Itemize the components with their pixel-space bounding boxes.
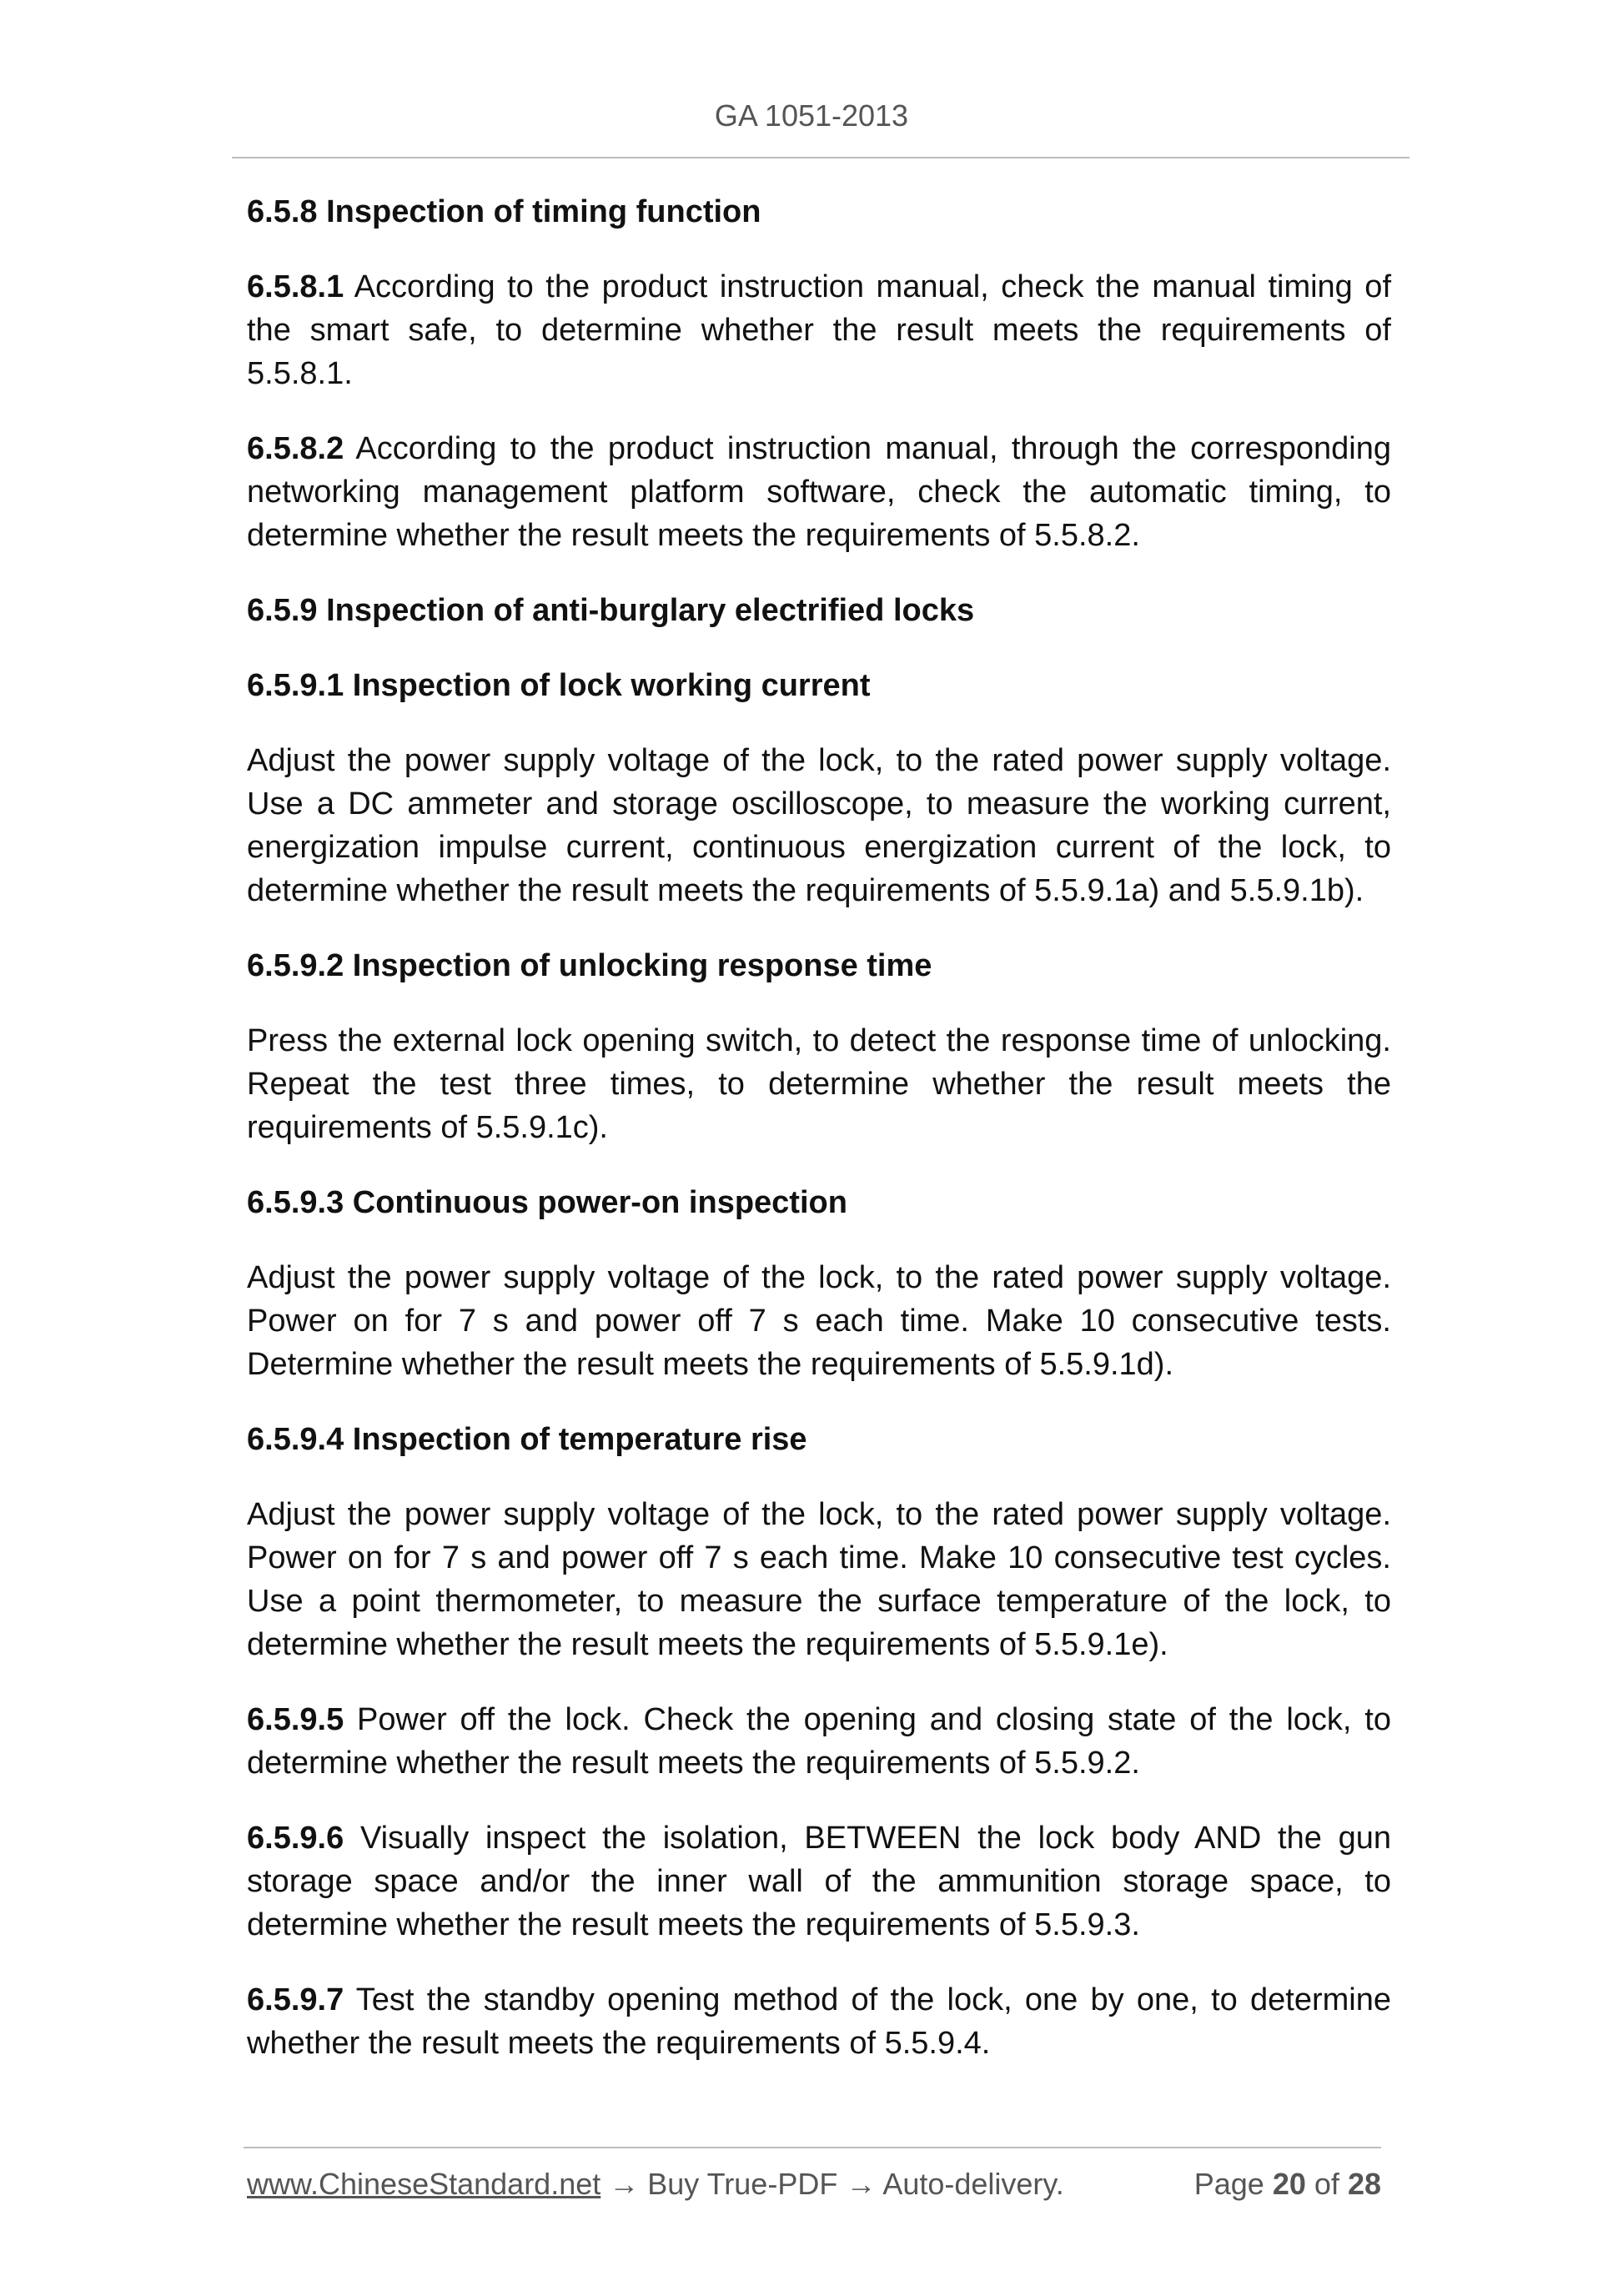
section-heading-6-5-9: 6.5.9 Inspection of anti-burglary electrified locks [247,593,975,628]
clause-6-5-8-2 [247,427,1391,557]
clause-number: 6.5.9.6 [247,1821,344,1856]
website-link[interactable]: www.ChineseStandard.net [247,2167,601,2201]
clause-text: Visually inspect the isolation, BETWEEN the lock body AND the gun storage space and/or the inner wall of the ammunition storage space, to determine whether the result meets the requirements of 5.5.9.3. [247,1821,1391,1942]
clause-number: 6.5.9.5 [247,1702,344,1737]
section-heading-6-5-9-3: 6.5.9.3 Continuous power-on inspection [247,1185,847,1220]
footer-left [247,2167,1064,2202]
page-number [1194,2167,1381,2202]
page-current: 20 [1272,2167,1306,2201]
clause-number: 6.5.8.2 [247,431,344,466]
clause-text: Power off the lock. Check the opening and closing state of the lock, to determine whether the result meets the requirements of 5.5.9.2. [247,1702,1391,1781]
of-label: of [1314,2167,1339,2201]
clause-6-5-8-1 [247,265,1391,395]
document-body [247,190,1391,2097]
section-heading-6-5-9-1: 6.5.9.1 Inspection of lock working current [247,668,871,703]
paragraph-unlocking-response-time: Press the external lock opening switch, to detect the response time of unlocking. Repeat the test three times, to determine whether the result meets the requirements of 5.5.9.1c). [247,1023,1391,1145]
section-heading-6-5-8: 6.5.8 Inspection of timing function [247,194,761,229]
paragraph-lock-working-current: Adjust the power supply voltage of the lock, to the rated power supply voltage. Use a DC ammeter and storage oscilloscope, to measure the working current, energization impulse current, continuous energization current of the lock, to determine whether the result meets the requirements of 5.5.9.1a) and 5.5.9.1b). [247,743,1391,908]
clause-text: Test the standby opening method of the lock, one by one, to determine whether the result meets the requirements of 5.5.9.4. [247,1982,1391,2061]
document-header-title: GA 1051-2013 [714,98,909,133]
clause-number: 6.5.9.7 [247,1982,344,2017]
page-label: Page [1193,2167,1264,2201]
clause-text: According to the product instruction manual, check the manual timing of the smart safe, to determine whether the result meets the requirements of 5.5.8.1. [247,269,1391,391]
section-heading-6-5-9-2: 6.5.9.2 Inspection of unlocking response time [247,948,932,983]
clause-6-5-9-5 [247,1698,1391,1785]
clause-6-5-9-6 [247,1816,1391,1947]
clause-number: 6.5.8.1 [247,269,344,304]
section-heading-6-5-9-4: 6.5.9.4 Inspection of temperature rise [247,1422,807,1457]
page-total: 28 [1347,2167,1381,2201]
paragraph-temperature-rise: Adjust the power supply voltage of the lock, to the rated power supply voltage. Power on for 7 s and power off 7 s each time. Make 10 consecutive test cycles. Use a point thermometer, to measure the surface temperature of the lock, to determine whether the result meets the requirements of 5.5.9.1e). [247,1497,1391,1662]
header-divider [232,157,1409,158]
footer-trail-text: → Buy True-PDF → Auto-delivery. [600,2167,1064,2201]
clause-6-5-9-7 [247,1978,1391,2065]
footer-divider [244,2147,1381,2148]
paragraph-continuous-power-on: Adjust the power supply voltage of the lock, to the rated power supply voltage. Power on for 7 s and power off 7 s each time. Make 10 consecutive tests. Determine whether the result meets the requirements of 5.5.9.1d). [247,1260,1391,1382]
clause-text: According to the product instruction manual, through the corresponding networking management platform software, check the automatic timing, to determine whether the result meets the requirements of 5.5.8.2. [247,431,1391,553]
